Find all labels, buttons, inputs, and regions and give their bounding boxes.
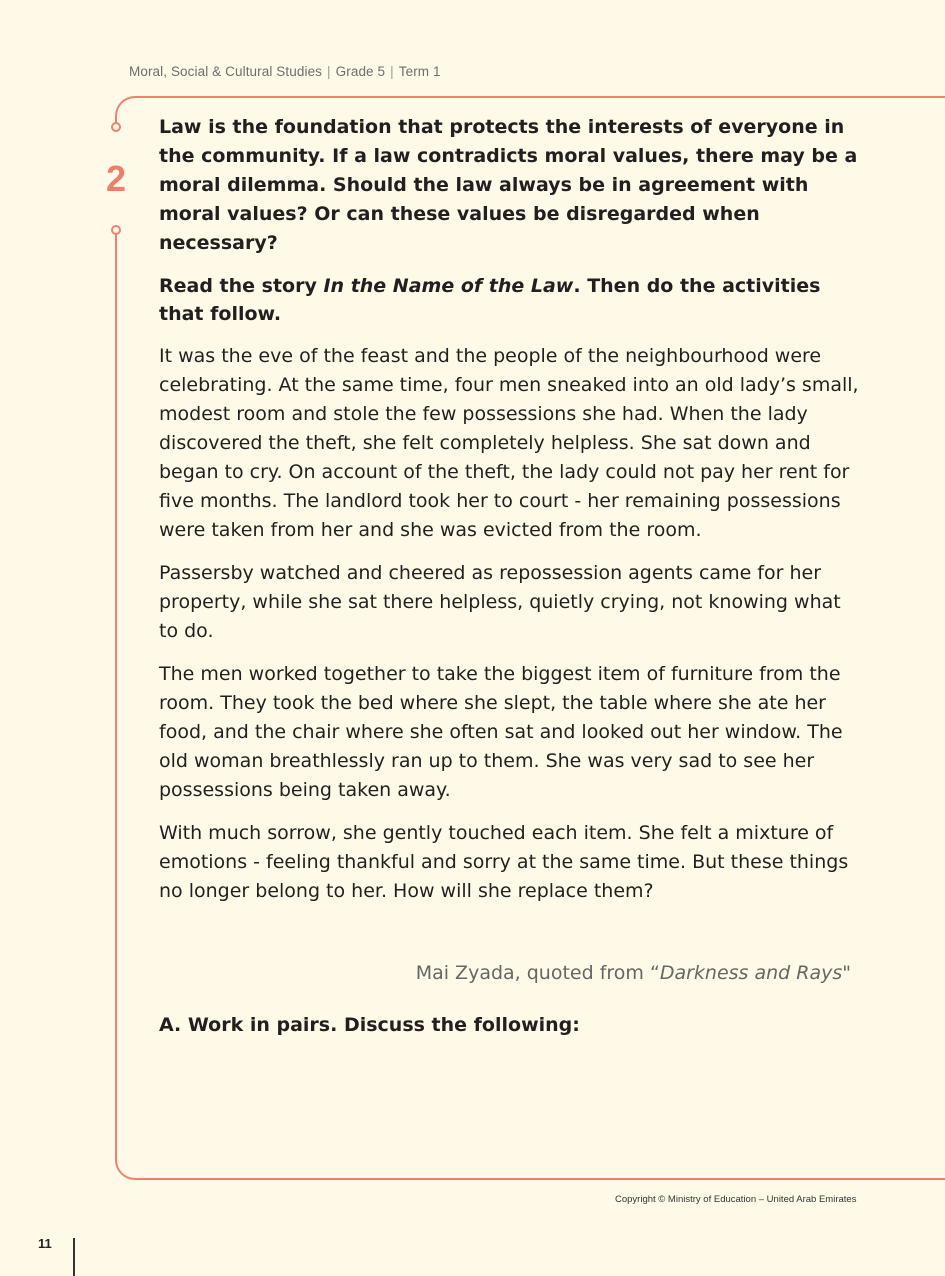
story-paragraph-4: With much sorrow, she gently touched each item. She felt a mixture of emotions - feeling thankful and sorry at the same time. But these things no longer belong to her. How will she replace them? — [159, 822, 849, 902]
running-header — [129, 64, 441, 79]
instruction-text-after: . Then do the activities that follow. — [159, 275, 821, 325]
reading-instruction — [159, 272, 859, 328]
story-title: In the Name of the Law — [323, 275, 574, 297]
copyright-notice: Copyright © Ministry of Education – United Arab Emirates — [615, 1194, 857, 1205]
subject-label: Moral, Social & Cultural Studies — [129, 64, 323, 79]
story-attribution — [159, 962, 859, 984]
frame-dot-top — [111, 122, 121, 132]
page-number-divider — [73, 1238, 75, 1276]
page-number: 11 — [38, 1236, 52, 1251]
activity-a-heading: A. Work in pairs. Discuss the following: — [159, 1014, 580, 1036]
story-paragraph-2: Passersby watched and cheered as repossession agents came for her property, while she sat there helpless, quietly crying, not knowing what to do. — [159, 562, 841, 642]
attribution-text: Mai Zyada, quoted from “ — [415, 962, 660, 984]
section-content — [159, 113, 859, 1036]
frame-dot-bottom — [111, 225, 121, 235]
header-separator: | — [390, 64, 394, 79]
grade-label: Grade 5 — [335, 64, 386, 79]
attribution-close: " — [842, 962, 851, 984]
story-paragraph-3: The men worked together to take the biggest item of furniture from the room. They took the bed where she slept, the table where she ate her food, and the chair where she often sat and looked out her window. The old woman breathlessly ran up to them. She was very sad to see her possessions being taken away. — [159, 663, 843, 801]
instruction-text-before: Read the story — [159, 275, 324, 297]
story-paragraph-1: It was the eve of the feast and the people of the neighbourhood were celebrating. At the same time, four men sneaked into an old lady’s small, modest room and stole the few possessions she had. When the lady discovered the theft, she felt completely helpless. She sat down and began to cry. On account of the theft, the lady could not pay her rent for five months. The landlord took her to court - her remaining possessions were taken from her and she was evicted from the room. — [159, 345, 859, 541]
section-number: 2 — [105, 158, 127, 199]
header-separator: | — [327, 64, 331, 79]
term-label: Term 1 — [398, 64, 441, 79]
attribution-work: Darkness and Rays — [659, 962, 843, 984]
discussion-question: Law is the foundation that protects the interests of everyone in the community. If a law contradicts moral values, there may be a moral dilemma. Should the law always be in agreement with moral values? Or can these values be disregarded when necessary? — [159, 116, 858, 254]
